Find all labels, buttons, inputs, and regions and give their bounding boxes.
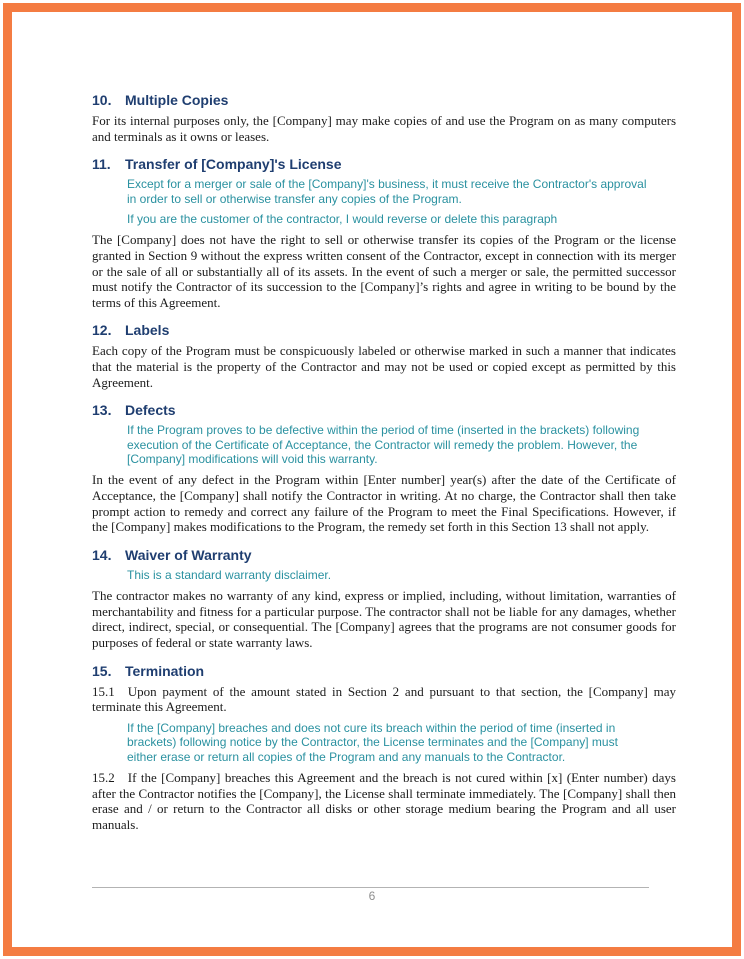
guidance-note: Except for a merger or sale of the [Company]'s business, it must receive the Contractor's approval in order to sell or otherwise transfer any copies of the Program.: [127, 177, 647, 206]
section-heading: [92, 156, 676, 172]
guidance-note: This is a standard warranty disclaimer.: [127, 567, 332, 582]
page-number: 6: [368, 889, 376, 903]
body-paragraph: The [Company] does not have the right to sell or otherwise transfer its copies of the Program or the license granted in Section 9 without the express written consent of the Contractor, except in connection with its merger or the sale of all or substantially all of its assets. In the event of such a merger or sale, the permitted successor must notify the Contractor of its succession to the [Company]’s rights and agree in writing to be bound by the terms of this Agreement.: [92, 232, 676, 310]
section-heading: [92, 547, 676, 563]
section-number: 15.: [92, 662, 112, 679]
guidance-note: If you are the customer of the contractor, I would reverse or delete this paragraph: [127, 212, 558, 226]
section-heading: [92, 663, 676, 679]
section-transfer-of-license: [92, 156, 676, 310]
section-number: 10.: [92, 92, 112, 108]
section-termination: [92, 663, 676, 833]
body-paragraph: For its internal purposes only, the [Company] may make copies of and use the Program on as many computers and terminals as it owns or leases.: [92, 113, 676, 144]
subsection-number: 15.1: [92, 683, 115, 699]
section-number: 14.: [92, 546, 112, 563]
subsection-text: Upon payment of the amount stated in Section 2 and pursuant to that section, the [Company] may terminate this Agreement.: [92, 683, 676, 715]
subsection-text: If the [Company] breaches this Agreement and the breach is not cured within [x] (Enter number) days after the Contractor notifies the [Company], the License shall terminate immediately. The [Company] shall then erase and / or return to the Contractor all disks or other storage medium bearing the Program and all user manuals.: [92, 769, 676, 832]
section-title: Labels: [125, 322, 170, 339]
section-heading: [92, 322, 676, 338]
body-paragraph: Each copy of the Program must be conspicuously labeled or otherwise marked in such a manner that indicates that the material is the property of the Contractor and may not be used or copied except as permitted by this Agreement.: [92, 343, 676, 390]
section-title: Defects: [125, 402, 176, 419]
section-number: 13.: [92, 402, 112, 419]
body-paragraph: The contractor makes no warranty of any kind, express or implied, including, without limitation, warranties of merchantability and fitness for a particular purpose. The contractor shall not be liable for any damages, whether direct, indirect, special, or consequential. The [Company] agrees that the programs are not consumer goods for purposes of federal or state warranty laws.: [92, 588, 676, 650]
section-title: Waiver of Warranty: [125, 546, 252, 563]
section-title: Termination: [125, 662, 205, 679]
section-multiple-copies: [92, 92, 676, 144]
subsection-paragraph: [92, 684, 676, 715]
section-number: 12.: [92, 322, 112, 339]
section-defects: [92, 402, 676, 535]
section-labels: [92, 322, 676, 390]
guidance-note: If the [Company] breaches and does not cure its breach within the period of time (inserted in brackets) following notice by the Contractor, the License terminates and the [Company] must either erase or return all copies of the Program and any manuals to the Contractor.: [127, 720, 618, 764]
section-waiver-of-warranty: [92, 547, 676, 651]
section-title: Multiple Copies: [125, 92, 229, 108]
subsection-number: 15.2: [92, 769, 115, 785]
section-heading: [92, 92, 676, 108]
footer-divider: [92, 887, 649, 888]
document-content: [92, 92, 676, 832]
section-number: 11.: [92, 156, 111, 173]
body-paragraph: In the event of any defect in the Program within [Enter number] year(s) after the date of the Certificate of Acceptance, the [Company] shall notify the Contractor in writing. At no charge, the Contractor shall then take prompt action to remedy and correct any failure of the Program to meet the Final Specifications. However, if the [Company] makes modifications to the Program, the remedy set forth in this Section 13 shall not apply.: [92, 472, 676, 535]
guidance-note: If the Program proves to be defective within the period of time (inserted in the brackets) following execution of the Certificate of Acceptance, the Contractor will remedy the problem. However, the [Company] modifications will void this warranty.: [127, 423, 640, 466]
section-heading: [92, 402, 676, 418]
subsection-paragraph: [92, 770, 676, 832]
section-title: Transfer of [Company]'s License: [125, 156, 342, 173]
